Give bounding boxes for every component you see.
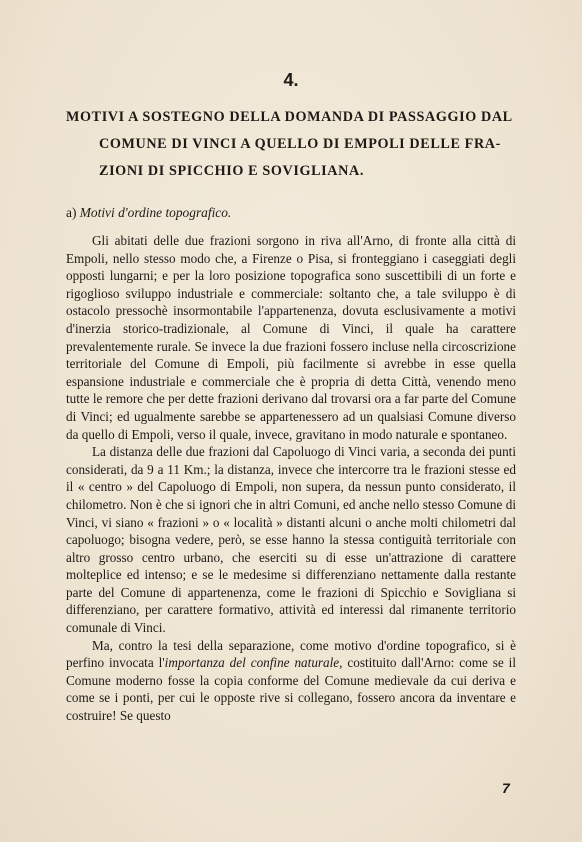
chapter-number: 4. bbox=[283, 70, 299, 90]
paragraph-3 bbox=[66, 637, 516, 725]
section-marker: a) bbox=[66, 205, 77, 220]
section-heading bbox=[66, 205, 231, 221]
body-text bbox=[66, 232, 516, 725]
paragraph-2: La distanza delle due frazioni dal Capoluogo di Vinci varia, a seconda dei punti considerati, da 9 a 11 Km.; la distanza, invece che intercorre tra le frazioni stesse ed il « centro » del Capoluogo di Empoli, non supera, da nessun punto considerato, il chilometro. Non è che si ignori che in altri Comuni, ed anche nello stesso Comune di Vinci, vi siano « frazioni » o « località » distanti alcuni o anche molti chilometri dal capoluogo; bisogna vedere, però, se esse hanno la stessa contiguità territoriale con altro grosso centro urbano, che eserciti su di esse un'attrazione di carattere molteplice ed intenso; e se le medesime si differenziano nettamente dalla restante parte del Comune di appartenenza, come le frazioni di Spicchio e Sovigliana si differenziano, per carattere formativo, attività ed interessi dal rimanente territorio comunale di Vinci. bbox=[66, 444, 516, 636]
chapter-title-line-3: ZIONI DI SPICCHIO E SOVIGLIANA. bbox=[99, 163, 364, 179]
section-title: Motivi d'ordine topografico. bbox=[79, 205, 232, 220]
chapter-title-line-2: COMUNE DI VINCI A QUELLO DI EMPOLI DELLE FRA- bbox=[99, 136, 501, 152]
chapter-title-line-1: MOTIVI A SOSTEGNO DELLA DOMANDA DI PASSAGGIO DAL bbox=[66, 109, 513, 125]
page-number: 7 bbox=[502, 780, 510, 796]
chapter-title bbox=[66, 104, 516, 185]
paragraph-3-end: , costituito dall'Arno: come se il Comune moderno fosse la copia conforme del Comune medievale da cui deriva e come se i ponti, per cui le opposte rive si collegano, fossero ancora da inventare e costruire! Se questo bbox=[66, 655, 516, 724]
paragraph-3-start: Ma, contro la tesi della separazione, come motivo d'ordine topografico, si è perfino invocata l' bbox=[66, 637, 516, 671]
paragraph-3-emphasis: importanza del confine naturale bbox=[164, 655, 340, 671]
paragraph-1: Gli abitati delle due frazioni sorgono in riva all'Arno, di fronte alla città di Empoli, nello stesso modo che, a Firenze o Pisa, si fronteggiano i caseggiati degli opposti lungarni; e per la loro posizione topografica sono suscettibili di un forte e rigoglioso sviluppo industriale e commerciale: soltanto che, a tale sviluppo è di ostacolo pressochè insormontabile l'appartenenza, dovuta esclusivamente a motivi d'inerzia storico-tradizionale, al Comune di Vinci, il quale ha carattere prevalentemente rurale. Se invece la due frazioni fossero incluse nella circoscrizione territoriale del Comune di Empoli, più facilmente si avrebbe in esse quella espansione industriale e commerciale che è propria di detta Città, venendo meno tutte le remore che per dette frazioni derivano dal trovarsi ora a far parte del Comune di Vinci; ed ugualmente sarebbe se appartenessero ad un qualsiasi Comune diverso da quello di Empoli, verso il quale, invece, gravitano in modo naturale e spontaneo. bbox=[66, 233, 516, 442]
